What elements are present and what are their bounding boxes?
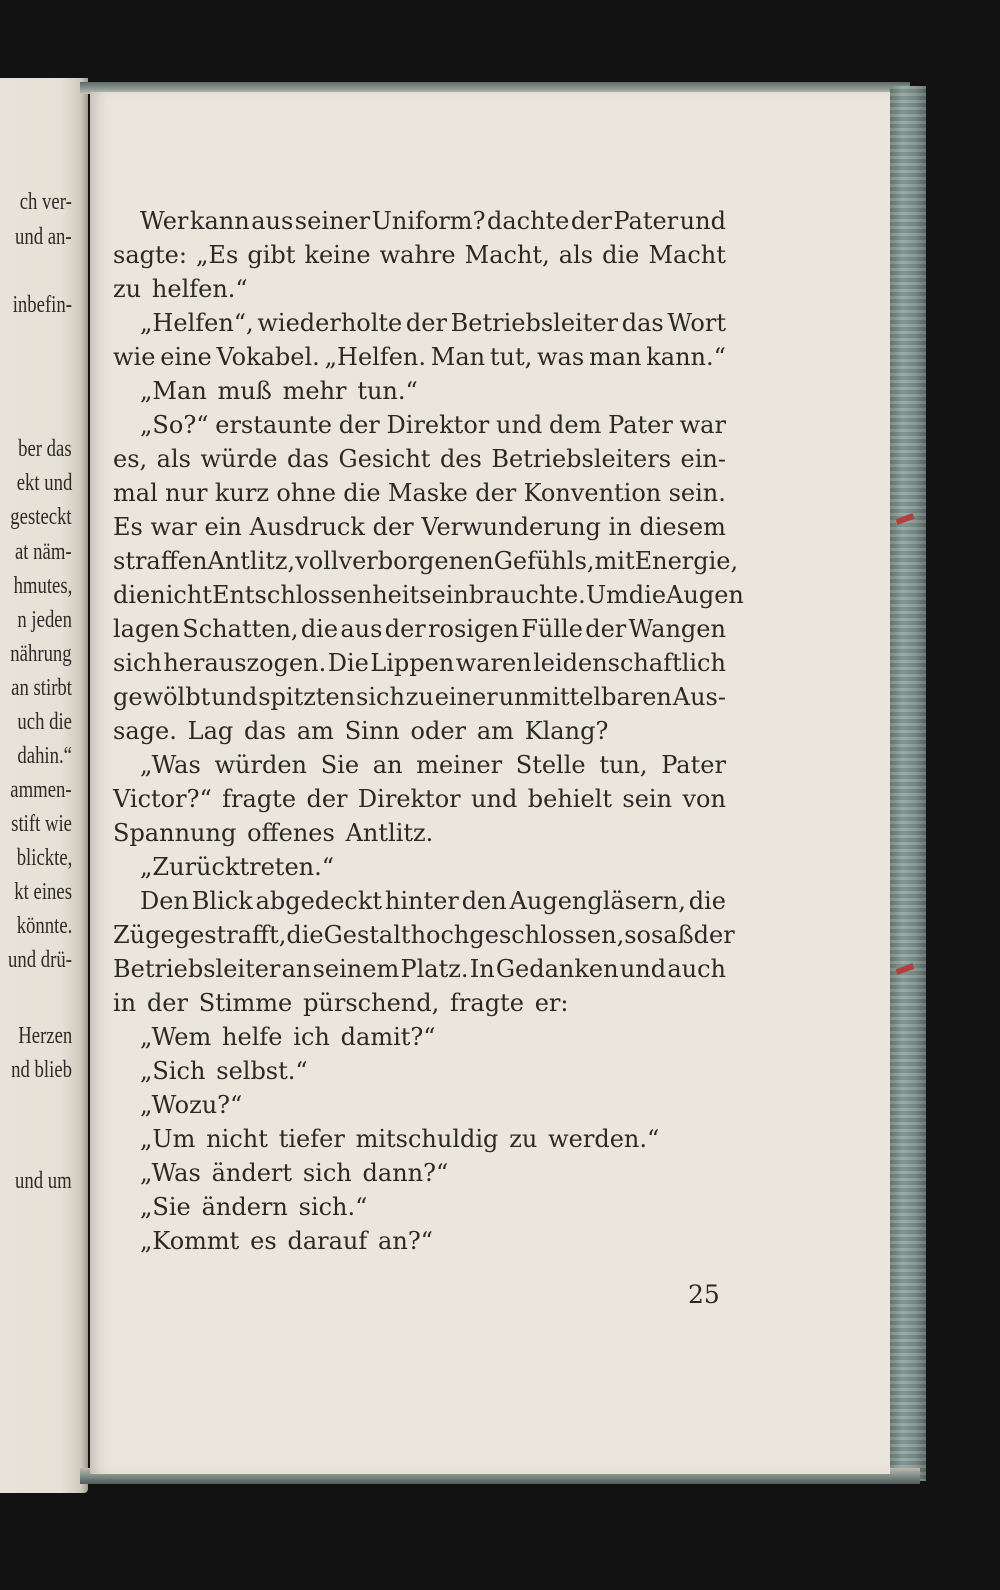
- previous-page-fragment: ch ver-: [19, 189, 72, 215]
- previous-page-fragment: ekt und: [16, 470, 72, 496]
- previous-page-fragment: hmutes,: [13, 573, 72, 599]
- previous-page-fragment: n jeden: [17, 607, 72, 633]
- previous-page-fragment: nd blieb: [11, 1057, 72, 1083]
- previous-page-fragment: ber das: [18, 436, 72, 462]
- text-line: sage. Lag das am Sinn oder am Klang?: [113, 717, 609, 745]
- text-line: „Was würden Sie an meiner Stelle tun, Pater: [140, 751, 726, 779]
- text-line: zu helfen.“: [113, 275, 248, 303]
- text-line: Züge gestrafft, die Gestalt hoch geschlossen, so saß der: [113, 921, 735, 949]
- text-line: „Sich selbst.“: [140, 1057, 308, 1085]
- text-line: „Kommt es darauf an?“: [140, 1227, 433, 1255]
- text-line: Spannung offenes Antlitz.: [113, 819, 434, 847]
- previous-page-fragment: Herzen: [17, 1023, 72, 1049]
- text-line: „Man muß mehr tun.“: [140, 377, 418, 405]
- book-cover-edge: [890, 86, 926, 1481]
- text-line: Den Blick abgedeckt hinter den Augengläsern, die: [140, 887, 726, 915]
- text-line: „Was ändert sich dann?“: [140, 1159, 449, 1187]
- previous-page-fragment: ammen-: [10, 777, 72, 803]
- previous-page-fragment: gesteckt: [10, 504, 72, 530]
- cover-red-mark: [896, 513, 915, 525]
- text-line: Betriebsleiter an seinem Platz. In Gedanken und auch: [113, 955, 726, 983]
- previous-page-fragment: könnte.: [16, 913, 72, 939]
- page-body-text: [113, 204, 744, 1258]
- previous-page-fragment: stift wie: [11, 811, 72, 837]
- text-line: Es war ein Ausdruck der Verwunderung in diesem: [113, 513, 726, 541]
- text-line: Wer kann aus seiner Uniform? dachte der Pater und: [140, 207, 726, 235]
- previous-page-fragment: kt eines: [14, 879, 72, 905]
- cover-red-mark: [896, 963, 915, 975]
- text-line: sagte: „Es gibt keine wahre Macht, als die Macht: [113, 241, 726, 269]
- text-line: die nicht Entschlossenheit sein brauchte. Um die Augen: [113, 581, 744, 609]
- text-line: „Um nicht tiefer mitschuldig zu werden.“: [140, 1125, 660, 1153]
- text-line: „Sie ändern sich.“: [140, 1193, 368, 1221]
- text-line: in der Stimme pürschend, fragte er:: [113, 989, 569, 1017]
- text-line: lagen Schatten, die aus der rosigen Fülle der Wangen: [113, 615, 726, 643]
- previous-page-fragment: und um: [15, 1168, 72, 1194]
- previous-page-fragment: at näm-: [15, 539, 72, 565]
- text-line: gewölbt und spitzten sich zu einer unmittelbaren Aus-: [113, 683, 726, 711]
- book-page: [90, 92, 890, 1474]
- previous-page-fragment: nährung: [10, 641, 72, 667]
- previous-page-fragment: uch die: [17, 709, 72, 735]
- text-line: „Helfen“, wiederholte der Betriebsleiter das Wort: [140, 309, 726, 337]
- text-line: „Wozu?“: [140, 1091, 243, 1119]
- text-line: straffen Antlitz, voll verborgenen Gefühls, mit Energie,: [113, 547, 739, 575]
- text-line: „So?“ erstaunte der Direktor und dem Pater war: [140, 411, 726, 439]
- previous-page-edge: [0, 78, 88, 1493]
- text-line: es, als würde das Gesicht des Betriebsleiters ein-: [113, 445, 726, 473]
- text-line: „Zurücktreten.“: [140, 853, 335, 881]
- previous-page-fragment: und drü-: [8, 947, 72, 973]
- previous-page-fragment: blickte,: [16, 845, 72, 871]
- previous-page-fragment: dahin.“: [17, 743, 72, 769]
- previous-page-fragment: inbefin-: [12, 292, 72, 318]
- text-line: „Wem helfe ich damit?“: [140, 1023, 436, 1051]
- text-line: sich herauszogen. Die Lippen waren leidenschaftlich: [113, 649, 726, 677]
- previous-page-fragment: an stirbt: [11, 675, 72, 701]
- page-number: 25: [688, 1280, 720, 1309]
- text-line: wie eine Vokabel. „Helfen. Man tut, was man kann.“: [113, 343, 726, 371]
- text-line: Victor?“ fragte der Direktor und behielt sein von: [113, 785, 726, 813]
- previous-page-fragment: und an-: [15, 224, 72, 250]
- text-line: mal nur kurz ohne die Maske der Konvention sein.: [113, 479, 726, 507]
